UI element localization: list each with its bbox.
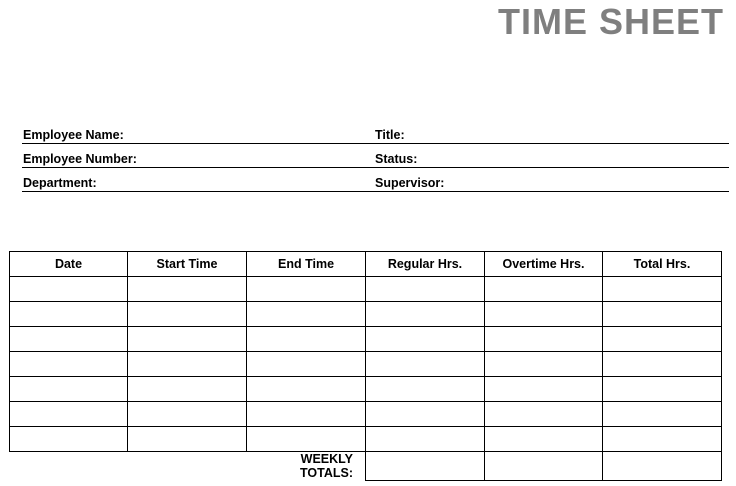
table-cell[interactable] xyxy=(128,277,247,302)
status-label: Status: xyxy=(375,152,418,166)
table-cell[interactable] xyxy=(366,402,485,427)
table-cell[interactable] xyxy=(366,377,485,402)
table-cell[interactable] xyxy=(128,327,247,352)
table-cell[interactable] xyxy=(603,352,722,377)
table-cell[interactable] xyxy=(485,377,603,402)
employee-info-section xyxy=(22,120,729,192)
table-cell[interactable] xyxy=(485,277,603,302)
table-cell[interactable] xyxy=(366,277,485,302)
table-cell[interactable] xyxy=(247,302,366,327)
page-title: TIME SHEET xyxy=(497,1,724,42)
table-cell[interactable] xyxy=(10,377,128,402)
table-header-row xyxy=(10,252,722,277)
table-cell[interactable] xyxy=(128,402,247,427)
table-cell[interactable] xyxy=(603,327,722,352)
table-cell[interactable] xyxy=(10,427,128,452)
header-end-time: End Time xyxy=(247,252,366,277)
table-cell[interactable] xyxy=(366,327,485,352)
table-cell[interactable] xyxy=(247,377,366,402)
table-cell[interactable] xyxy=(485,352,603,377)
table-row xyxy=(10,427,722,452)
table-cell[interactable] xyxy=(128,377,247,402)
department-label: Department: xyxy=(23,176,97,190)
table-cell[interactable] xyxy=(485,402,603,427)
table-cell[interactable] xyxy=(603,377,722,402)
table-cell[interactable] xyxy=(10,277,128,302)
table-cell[interactable] xyxy=(247,327,366,352)
total-hrs-total-cell[interactable] xyxy=(603,452,722,481)
table-cell[interactable] xyxy=(128,427,247,452)
table-row xyxy=(10,352,722,377)
table-row xyxy=(10,302,722,327)
time-table xyxy=(9,251,722,481)
info-row xyxy=(22,120,729,144)
table-cell[interactable] xyxy=(366,352,485,377)
employee-name-label: Employee Name: xyxy=(23,128,124,142)
table-cell[interactable] xyxy=(128,302,247,327)
table-cell[interactable] xyxy=(485,427,603,452)
header-regular-hrs: Regular Hrs. xyxy=(366,252,485,277)
weekly-totals-row xyxy=(10,452,722,481)
table-cell[interactable] xyxy=(247,277,366,302)
table-row xyxy=(10,277,722,302)
header-total-hrs: Total Hrs. xyxy=(603,252,722,277)
title-label: Title: xyxy=(375,128,405,142)
table-cell[interactable] xyxy=(10,327,128,352)
supervisor-label: Supervisor: xyxy=(375,176,445,190)
table-cell[interactable] xyxy=(247,402,366,427)
table-cell[interactable] xyxy=(603,302,722,327)
table-cell[interactable] xyxy=(366,427,485,452)
header-date: Date xyxy=(10,252,128,277)
employee-number-label: Employee Number: xyxy=(23,152,137,166)
regular-hrs-total-cell[interactable] xyxy=(366,452,485,481)
empty-cell xyxy=(10,452,128,481)
table-cell[interactable] xyxy=(128,352,247,377)
table-cell[interactable] xyxy=(485,302,603,327)
header-overtime-hrs: Overtime Hrs. xyxy=(485,252,603,277)
table-cell[interactable] xyxy=(247,427,366,452)
table-cell[interactable] xyxy=(366,302,485,327)
empty-cell xyxy=(128,452,247,481)
table-row xyxy=(10,327,722,352)
table-cell[interactable] xyxy=(10,302,128,327)
table-cell[interactable] xyxy=(247,352,366,377)
overtime-hrs-total-cell[interactable] xyxy=(485,452,603,481)
table-cell[interactable] xyxy=(485,327,603,352)
table-cell[interactable] xyxy=(603,402,722,427)
table-cell[interactable] xyxy=(603,277,722,302)
weekly-totals-label: WEEKLY TOTALS: xyxy=(247,452,366,481)
table-cell[interactable] xyxy=(603,427,722,452)
table-row xyxy=(10,377,722,402)
table-row xyxy=(10,402,722,427)
info-row xyxy=(22,144,729,168)
table-cell[interactable] xyxy=(10,352,128,377)
info-row xyxy=(22,168,729,192)
table-cell[interactable] xyxy=(10,402,128,427)
header-start-time: Start Time xyxy=(128,252,247,277)
